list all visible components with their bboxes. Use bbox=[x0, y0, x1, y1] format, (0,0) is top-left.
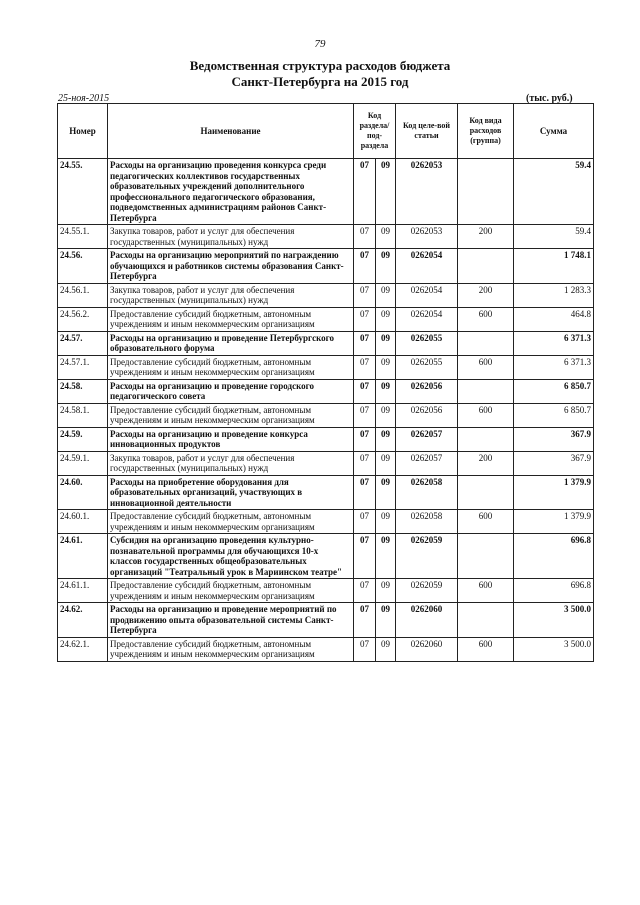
row-name: Закупка товаров, работ и услуг для обеспечения государственных (муниципальных) нужд bbox=[108, 451, 354, 475]
row-name: Закупка товаров, работ и услуг для обеспечения государственных (муниципальных) нужд bbox=[108, 225, 354, 249]
row-expense-group: 200 bbox=[458, 225, 514, 249]
row-name: Расходы на организацию проведения конкурса среди педагогических коллективов государственных образовательных учреждений дополнительного профессионального педагогического образования, подведомственных администрациям районов Санкт-Петербурга bbox=[108, 159, 354, 225]
row-target-code: 0262059 bbox=[396, 579, 458, 603]
row-name: Закупка товаров, работ и услуг для обеспечения государственных (муниципальных) нужд bbox=[108, 283, 354, 307]
table-row bbox=[58, 475, 594, 510]
row-section: 07 bbox=[354, 307, 376, 331]
budget-table bbox=[57, 103, 594, 662]
table-row bbox=[58, 225, 594, 249]
table-row bbox=[58, 451, 594, 475]
row-subsection: 09 bbox=[376, 451, 396, 475]
row-subsection: 09 bbox=[376, 403, 396, 427]
row-target-code: 0262060 bbox=[396, 603, 458, 638]
table-row bbox=[58, 283, 594, 307]
row-section: 07 bbox=[354, 475, 376, 510]
row-name: Расходы на организацию и проведение Петербургского образовательного форума bbox=[108, 331, 354, 355]
row-target-code: 0262054 bbox=[396, 307, 458, 331]
row-expense-group bbox=[458, 159, 514, 225]
table-row bbox=[58, 510, 594, 534]
row-subsection: 09 bbox=[376, 637, 396, 661]
table-row bbox=[58, 579, 594, 603]
row-amount: 696.8 bbox=[514, 579, 594, 603]
header-number: Номер bbox=[58, 104, 108, 159]
row-target-code: 0262054 bbox=[396, 249, 458, 284]
row-target-code: 0262057 bbox=[396, 427, 458, 451]
units-label: (тыс. руб.) bbox=[526, 93, 573, 104]
row-expense-group: 200 bbox=[458, 283, 514, 307]
row-target-code: 0262059 bbox=[396, 534, 458, 579]
row-amount: 6 371.3 bbox=[514, 331, 594, 355]
row-amount: 1 379.9 bbox=[514, 475, 594, 510]
row-target-code: 0262053 bbox=[396, 225, 458, 249]
row-section: 07 bbox=[354, 331, 376, 355]
row-subsection: 09 bbox=[376, 510, 396, 534]
table-row bbox=[58, 159, 594, 225]
row-number: 24.55. bbox=[58, 159, 108, 225]
row-name: Предоставление субсидий бюджетным, автономным учреждениям и иным некоммерческим организациям bbox=[108, 510, 354, 534]
row-target-code: 0262058 bbox=[396, 510, 458, 534]
table-row bbox=[58, 427, 594, 451]
row-expense-group bbox=[458, 603, 514, 638]
row-name: Предоставление субсидий бюджетным, автономным учреждениям и иным некоммерческим организациям bbox=[108, 355, 354, 379]
table-row bbox=[58, 637, 594, 661]
header-name: Наименование bbox=[108, 104, 354, 159]
row-section: 07 bbox=[354, 159, 376, 225]
table-header-row bbox=[58, 104, 594, 159]
row-expense-group bbox=[458, 534, 514, 579]
row-section: 07 bbox=[354, 603, 376, 638]
row-target-code: 0262055 bbox=[396, 331, 458, 355]
table-row bbox=[58, 603, 594, 638]
row-section: 07 bbox=[354, 637, 376, 661]
table-row bbox=[58, 331, 594, 355]
row-expense-group: 200 bbox=[458, 451, 514, 475]
row-name: Расходы на организацию и проведение конкурса инновационных продуктов bbox=[108, 427, 354, 451]
row-number: 24.57.1. bbox=[58, 355, 108, 379]
row-subsection: 09 bbox=[376, 307, 396, 331]
row-section: 07 bbox=[354, 427, 376, 451]
row-expense-group: 600 bbox=[458, 510, 514, 534]
row-amount: 367.9 bbox=[514, 451, 594, 475]
row-name: Предоставление субсидий бюджетным, автономным учреждениям и иным некоммерческим организациям bbox=[108, 579, 354, 603]
row-number: 24.61.1. bbox=[58, 579, 108, 603]
row-name: Предоставление субсидий бюджетным, автономным учреждениям и иным некоммерческим организациям bbox=[108, 403, 354, 427]
row-expense-group bbox=[458, 249, 514, 284]
row-expense-group: 600 bbox=[458, 355, 514, 379]
table-row bbox=[58, 249, 594, 284]
row-subsection: 09 bbox=[376, 331, 396, 355]
header-expense-type: Код вида расходов (группа) bbox=[458, 104, 514, 159]
row-amount: 3 500.0 bbox=[514, 603, 594, 638]
row-amount: 1 379.9 bbox=[514, 510, 594, 534]
row-amount: 6 850.7 bbox=[514, 403, 594, 427]
row-amount: 367.9 bbox=[514, 427, 594, 451]
row-subsection: 09 bbox=[376, 579, 396, 603]
row-subsection: 09 bbox=[376, 603, 396, 638]
row-expense-group: 600 bbox=[458, 579, 514, 603]
table-row bbox=[58, 534, 594, 579]
row-number: 24.56. bbox=[58, 249, 108, 284]
row-target-code: 0262057 bbox=[396, 451, 458, 475]
row-section: 07 bbox=[354, 403, 376, 427]
row-target-code: 0262056 bbox=[396, 403, 458, 427]
row-amount: 59.4 bbox=[514, 225, 594, 249]
row-number: 24.57. bbox=[58, 331, 108, 355]
row-subsection: 09 bbox=[376, 355, 396, 379]
table-row bbox=[58, 355, 594, 379]
row-expense-group: 600 bbox=[458, 637, 514, 661]
row-target-code: 0262058 bbox=[396, 475, 458, 510]
row-number: 24.59. bbox=[58, 427, 108, 451]
row-subsection: 09 bbox=[376, 225, 396, 249]
header-target: Код целе-вой статьи bbox=[396, 104, 458, 159]
document-date: 25-ноя-2015 bbox=[58, 93, 110, 104]
row-section: 07 bbox=[354, 249, 376, 284]
table-row bbox=[58, 307, 594, 331]
row-target-code: 0262056 bbox=[396, 379, 458, 403]
row-number: 24.61. bbox=[58, 534, 108, 579]
row-expense-group bbox=[458, 475, 514, 510]
row-number: 24.58. bbox=[58, 379, 108, 403]
document-title bbox=[0, 58, 640, 90]
title-line-1: Ведомственная структура расходов бюджета bbox=[189, 58, 451, 73]
row-target-code: 0262060 bbox=[396, 637, 458, 661]
table-row bbox=[58, 379, 594, 403]
row-amount: 59.4 bbox=[514, 159, 594, 225]
row-subsection: 09 bbox=[376, 534, 396, 579]
row-number: 24.60.1. bbox=[58, 510, 108, 534]
header-section: Код раздела/ под-раздела bbox=[354, 104, 396, 159]
row-section: 07 bbox=[354, 283, 376, 307]
row-target-code: 0262055 bbox=[396, 355, 458, 379]
title-line-2: Санкт-Петербурга на 2015 год bbox=[231, 74, 409, 89]
row-amount: 464.8 bbox=[514, 307, 594, 331]
row-section: 07 bbox=[354, 451, 376, 475]
row-amount: 1 283.3 bbox=[514, 283, 594, 307]
row-amount: 3 500.0 bbox=[514, 637, 594, 661]
row-number: 24.56.1. bbox=[58, 283, 108, 307]
row-expense-group bbox=[458, 331, 514, 355]
row-name: Расходы на организацию мероприятий по награждению обучающихся и работников системы образования Санкт-Петербурга bbox=[108, 249, 354, 284]
row-target-code: 0262054 bbox=[396, 283, 458, 307]
row-section: 07 bbox=[354, 379, 376, 403]
row-subsection: 09 bbox=[376, 379, 396, 403]
row-number: 24.56.2. bbox=[58, 307, 108, 331]
header-amount: Сумма bbox=[514, 104, 594, 159]
row-subsection: 09 bbox=[376, 475, 396, 510]
row-amount: 1 748.1 bbox=[514, 249, 594, 284]
table-row bbox=[58, 403, 594, 427]
row-subsection: 09 bbox=[376, 427, 396, 451]
row-section: 07 bbox=[354, 579, 376, 603]
row-number: 24.58.1. bbox=[58, 403, 108, 427]
page-number: 79 bbox=[314, 38, 326, 50]
row-section: 07 bbox=[354, 510, 376, 534]
row-name: Расходы на организацию и проведение мероприятий по продвижению опыта образовательной системы Санкт-Петербурга bbox=[108, 603, 354, 638]
row-number: 24.60. bbox=[58, 475, 108, 510]
table-body bbox=[58, 159, 594, 662]
row-number: 24.55.1. bbox=[58, 225, 108, 249]
row-expense-group bbox=[458, 379, 514, 403]
row-section: 07 bbox=[354, 534, 376, 579]
row-expense-group bbox=[458, 427, 514, 451]
row-section: 07 bbox=[354, 225, 376, 249]
row-target-code: 0262053 bbox=[396, 159, 458, 225]
row-name: Субсидия на организацию проведения культурно-познавательной программы для обучающихся 10-х классов государственных общеобразовательных организаций "Театральный урок в Мариинском театре" bbox=[108, 534, 354, 579]
row-expense-group: 600 bbox=[458, 403, 514, 427]
row-subsection: 09 bbox=[376, 159, 396, 225]
row-name: Предоставление субсидий бюджетным, автономным учреждениям и иным некоммерческим организациям bbox=[108, 307, 354, 331]
row-section: 07 bbox=[354, 355, 376, 379]
row-amount: 6 850.7 bbox=[514, 379, 594, 403]
row-name: Предоставление субсидий бюджетным, автономным учреждениям и иным некоммерческим организациям bbox=[108, 637, 354, 661]
row-number: 24.62. bbox=[58, 603, 108, 638]
row-number: 24.59.1. bbox=[58, 451, 108, 475]
row-number: 24.62.1. bbox=[58, 637, 108, 661]
row-name: Расходы на организацию и проведение городского педагогического совета bbox=[108, 379, 354, 403]
row-amount: 6 371.3 bbox=[514, 355, 594, 379]
row-expense-group: 600 bbox=[458, 307, 514, 331]
row-name: Расходы на приобретение оборудования для образовательных организаций, участвующих в инновационной деятельности bbox=[108, 475, 354, 510]
row-subsection: 09 bbox=[376, 283, 396, 307]
row-amount: 696.8 bbox=[514, 534, 594, 579]
row-subsection: 09 bbox=[376, 249, 396, 284]
